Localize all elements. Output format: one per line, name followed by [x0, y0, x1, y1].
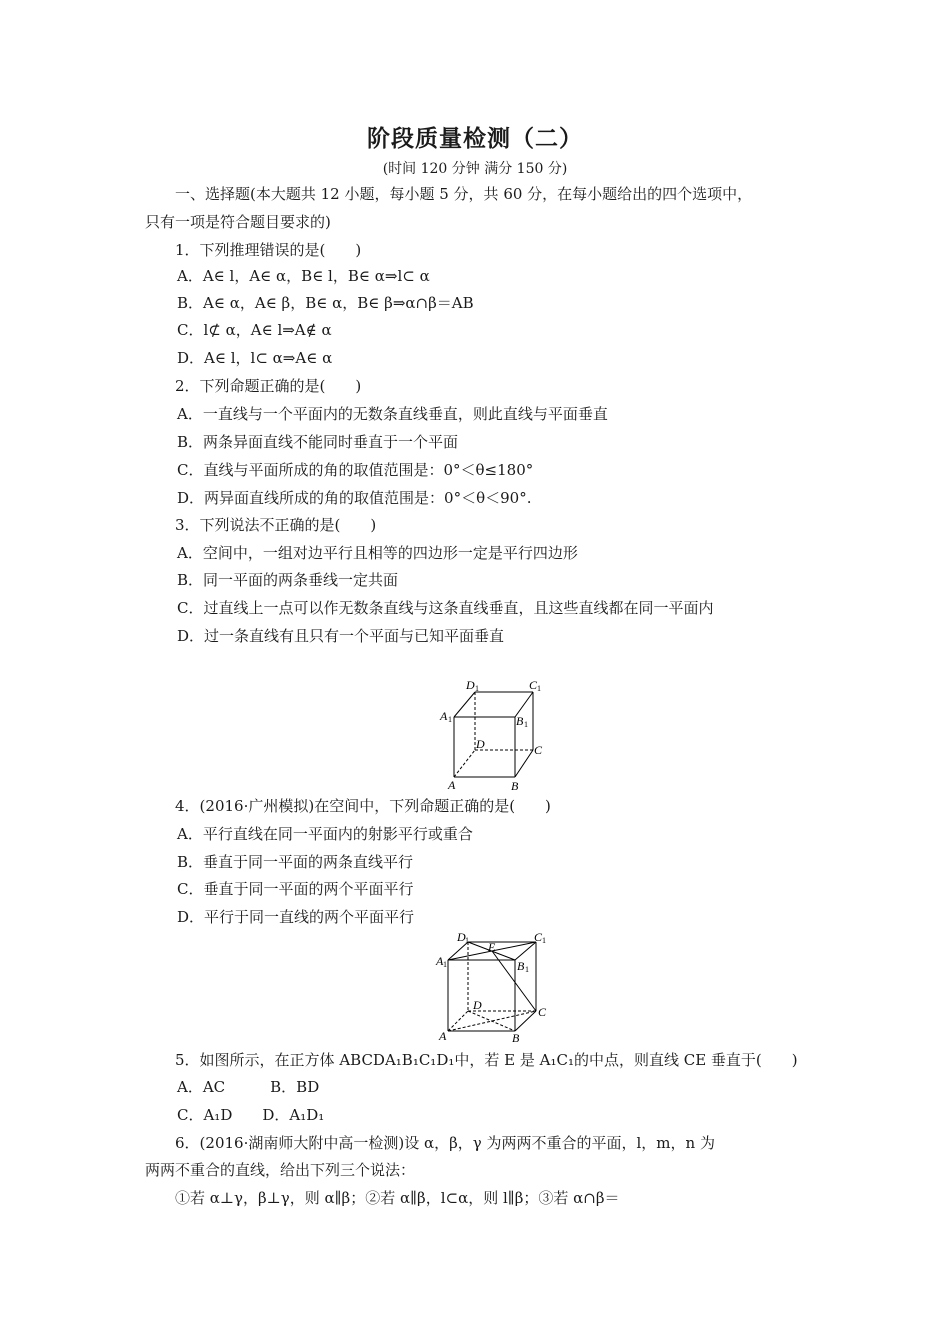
- cube1-label-a1: A: [440, 709, 448, 723]
- question-6-stem-line-2: 两两不重合的直线，给出下列三个说法：: [145, 1161, 416, 1179]
- question-1-stem: 1．下列推理错误的是( ): [175, 241, 362, 259]
- cube1-label-b: B: [511, 779, 519, 793]
- question-1-option-a: A．A∈ l，A∈ α，B∈ l，B∈ α⇒l⊂ α: [177, 267, 430, 285]
- cube1-sub-b1: 1: [524, 720, 528, 729]
- page-subtitle: (时间 120 分钟 满分 150 分): [382, 161, 568, 177]
- question-3-option-c: C．过直线上一点可以作无数条直线与这条直线垂直，且这些直线都在同一平面内: [177, 599, 714, 617]
- question-3-option-a: A．空间中，一组对边平行且相等的四边形一定是平行四边形: [177, 544, 578, 562]
- question-4-stem: 4．(2016·广州模拟)在空间中，下列命题正确的是( ): [175, 797, 551, 815]
- cube2-label-a: A: [439, 1029, 447, 1043]
- question-6-stem-line-1: 6．(2016·湖南师大附中高一检测)设 α，β，γ 为两两不重合的平面，l，m，n 为: [175, 1134, 715, 1152]
- cube1-sub-d1: 1: [475, 684, 479, 693]
- question-5-option-ab: A．AC B．BD: [177, 1078, 320, 1096]
- cube-figure-1: [435, 676, 555, 794]
- question-4-option-d: D．平行于同一直线的两个平面平行: [177, 908, 415, 926]
- question-4-option-b: B．垂直于同一平面的两条直线平行: [177, 853, 414, 871]
- question-3-stem: 3．下列说法不正确的是( ): [175, 516, 377, 534]
- cube2-sub-a1: 1: [443, 960, 447, 969]
- cube1-sub-a1: 1: [448, 715, 452, 724]
- question-1-option-c: C．l⊄ α，A∈ l⇒A∉ α: [177, 321, 332, 339]
- cube1-label-c: C: [534, 743, 543, 757]
- question-3-option-b: B．同一平面的两条垂线一定共面: [177, 571, 399, 589]
- question-1-option-b: B．A∈ α，A∈ β，B∈ α，B∈ β⇒α∩β＝AB: [177, 294, 474, 312]
- question-2-stem: 2．下列命题正确的是( ): [175, 377, 362, 395]
- cube2-label-d1: D: [457, 930, 466, 944]
- cube2-sub-d1: 1: [465, 936, 469, 945]
- question-2-option-b: B．两条异面直线不能同时垂直于一个平面: [177, 433, 459, 451]
- cube1-label-d: D: [476, 737, 485, 751]
- cube1-label-a: A: [448, 778, 456, 792]
- question-5-option-cd: C．A₁D D．A₁D₁: [177, 1106, 325, 1124]
- cube2-label-a1: A: [436, 954, 444, 968]
- question-6-stem-line-3: ①若 α⊥γ，β⊥γ，则 α∥β；②若 α∥β，l⊂α，则 l∥β；③若 α∩β＝: [175, 1189, 620, 1207]
- cube2-label-c1: C: [534, 930, 543, 944]
- cube-figure-2: [432, 930, 557, 1046]
- question-2-option-a: A．一直线与一个平面内的无数条直线垂直，则此直线与平面垂直: [177, 405, 608, 423]
- cube2-label-e: E: [488, 940, 496, 954]
- cube1-sub-c1: 1: [537, 684, 541, 693]
- section-intro-line-2: 只有一项是符合题目要求的): [145, 213, 331, 231]
- section-intro-line-1: 一、选择题(本大题共 12 小题，每小题 5 分，共 60 分，在每小题给出的四个选项中，: [175, 185, 753, 203]
- question-1-option-d: D．A∈ l，l⊂ α⇒A∈ α: [177, 349, 333, 367]
- cube2-label-b1: B: [517, 959, 525, 973]
- cube2-label-c: C: [538, 1005, 547, 1019]
- question-3-option-d: D．过一条直线有且只有一个平面与已知平面垂直: [177, 627, 505, 645]
- cube1-label-c1: C: [529, 678, 538, 692]
- cube2-sub-c1: 1: [542, 936, 546, 945]
- cube2-label-d: D: [473, 998, 482, 1012]
- cube2-sub-b1: 1: [525, 965, 529, 974]
- question-2-option-d: D．两异面直线所成的角的取值范围是：0°＜θ＜90°.: [177, 489, 532, 507]
- question-4-option-a: A．平行直线在同一平面内的射影平行或重合: [177, 825, 473, 843]
- page-title: 阶段质量检测（二）: [367, 125, 583, 152]
- cube1-label-d1: D: [466, 678, 475, 692]
- question-4-option-c: C．垂直于同一平面的两个平面平行: [177, 880, 414, 898]
- cube2-label-b: B: [512, 1031, 520, 1045]
- question-2-option-c: C．直线与平面所成的角的取值范围是：0°＜θ≤180°: [177, 461, 534, 479]
- cube1-label-b1: B: [516, 714, 524, 728]
- question-5-stem: 5．如图所示，在正方体 ABCDA₁B₁C₁D₁中，若 E 是 A₁C₁的中点，则直线 CE 垂直于( ): [175, 1051, 798, 1069]
